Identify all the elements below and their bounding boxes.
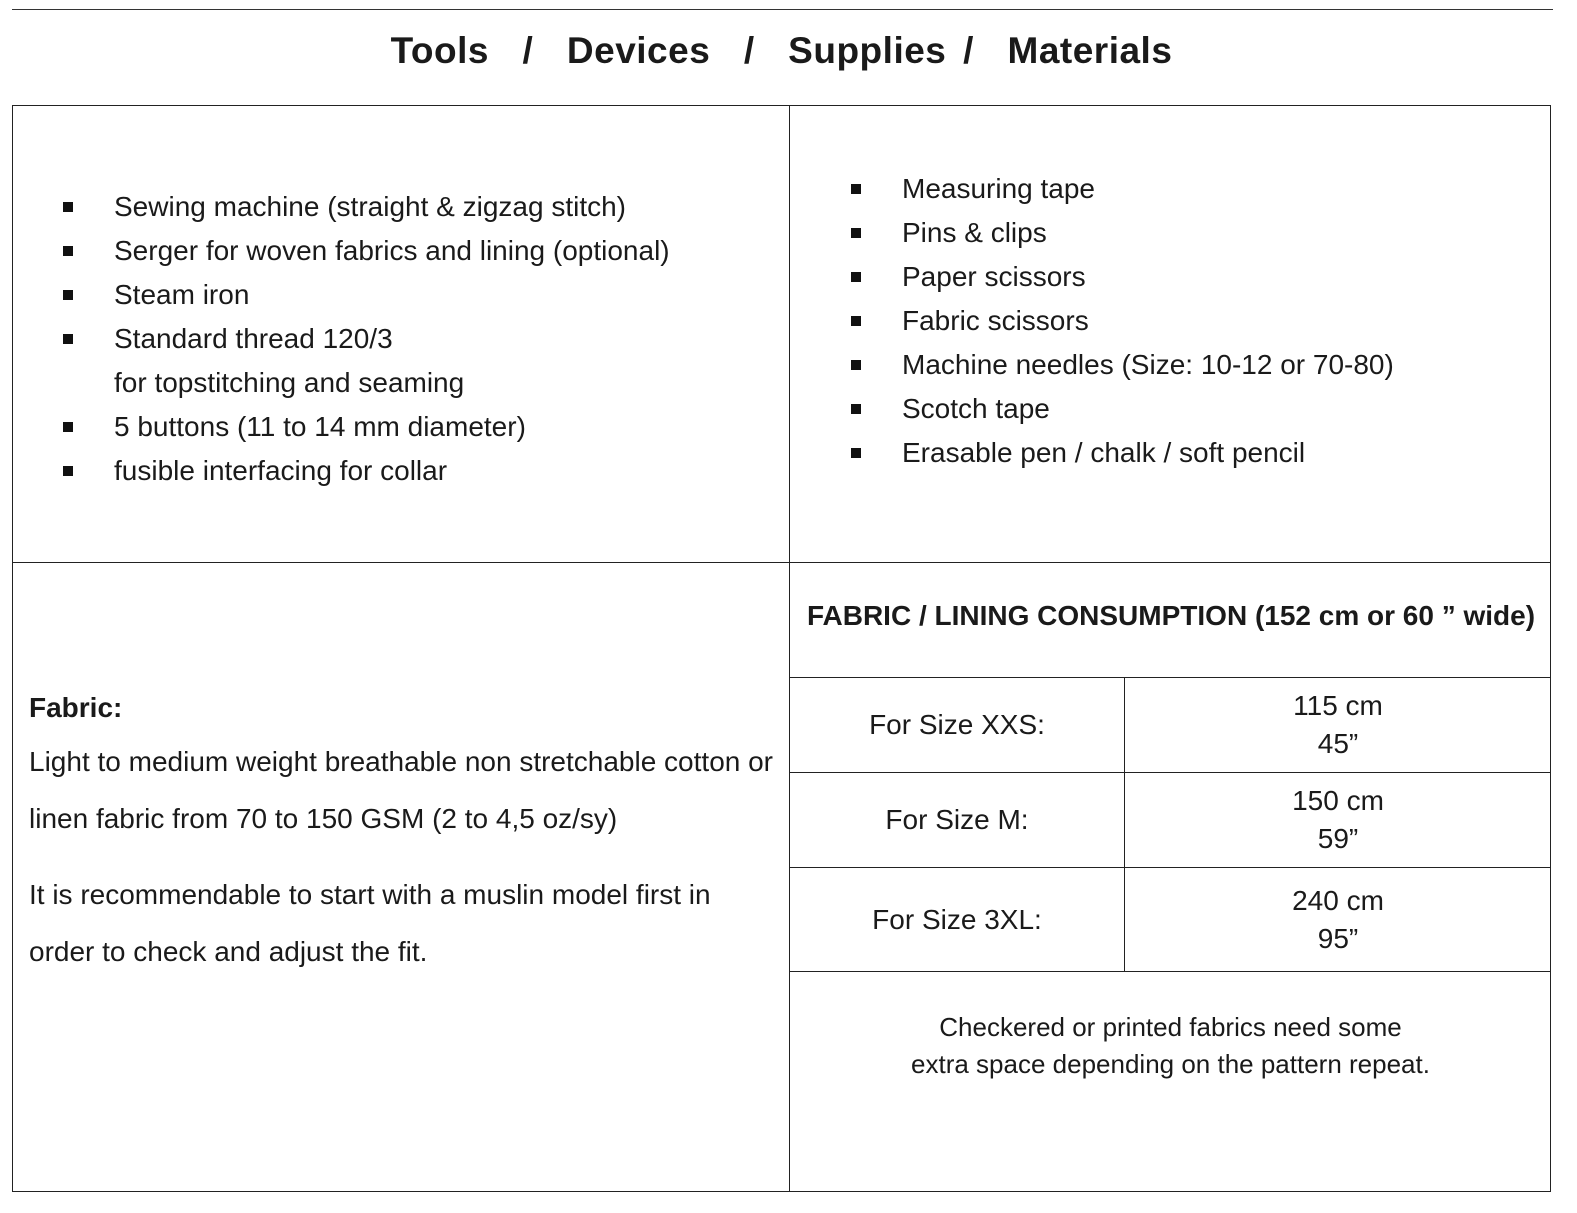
size-value (1125, 773, 1552, 868)
list-item (851, 431, 1394, 475)
list-item (851, 167, 1394, 211)
list-item-label: Scotch tape (902, 393, 1050, 424)
list-item-label: Fabric scissors (902, 305, 1089, 336)
table-row (790, 678, 1551, 773)
size-label: For Size XXS: (790, 678, 1125, 773)
table-row (790, 773, 1551, 868)
list-item-label: Measuring tape (902, 173, 1096, 204)
list-item-label: Pins & clips (902, 217, 1047, 248)
page-title: Tools / Devices / Supplies / Materials (390, 30, 1173, 71)
size-value (1125, 678, 1552, 773)
tools-list-left (63, 185, 670, 493)
list-item (851, 343, 1394, 387)
value-cm: 115 cm (1293, 690, 1383, 721)
list-item (851, 299, 1394, 343)
list-item (63, 273, 670, 317)
list-item-label: Standard thread 120/3 (114, 323, 393, 354)
value-inch: 59” (1317, 823, 1359, 854)
consumption-table (790, 677, 1551, 972)
list-item-label: Steam iron (114, 279, 250, 310)
list-item (63, 185, 670, 229)
value-cm: 240 cm (1292, 884, 1384, 916)
bullet-square-icon (63, 466, 73, 476)
bullet-square-icon (63, 334, 73, 344)
size-label: For Size 3XL: (790, 868, 1125, 972)
list-item (851, 387, 1394, 431)
list-item (851, 211, 1394, 255)
list-item-label: 5 buttons (11 to 14 mm diameter) (114, 411, 526, 442)
list-item (63, 317, 670, 405)
bullet-square-icon (851, 360, 861, 370)
fabric-section (29, 683, 779, 980)
value-inch: 95” (1317, 922, 1359, 954)
bullet-square-icon (851, 228, 861, 238)
fabric-label: Fabric: (29, 692, 123, 723)
tools-list-right (851, 167, 1394, 475)
list-item (63, 229, 670, 273)
table-row (790, 868, 1551, 972)
bullet-square-icon (851, 448, 861, 458)
list-item (851, 255, 1394, 299)
pattern-repeat-note (790, 1009, 1551, 1083)
list-item (63, 405, 670, 449)
size-label: For Size M: (790, 773, 1125, 868)
top-rule (12, 9, 1553, 10)
list-item-label: Machine needles (Size: 10-12 or 70-80) (902, 349, 1394, 380)
size-value (1125, 868, 1552, 972)
bullet-square-icon (63, 422, 73, 432)
bullet-square-icon (63, 246, 73, 256)
note-line: Checkered or printed fabrics need some (939, 1012, 1402, 1042)
bullet-square-icon (851, 272, 861, 282)
bullet-square-icon (63, 290, 73, 300)
list-item-label: Sewing machine (straight & zigzag stitch) (114, 191, 626, 222)
bullet-square-icon (851, 184, 861, 194)
bullet-square-icon (851, 316, 861, 326)
fabric-description: Light to medium weight breathable non stretchable cotton or linen fabric from 70 to 150 GSM (2 to 4,5 oz/sy) (29, 746, 774, 834)
fabric-recommendation: It is recommendable to start with a muslin model first in order to check and adjust the fit. (29, 879, 711, 967)
value-cm: 150 cm (1292, 785, 1384, 816)
list-item-sublabel: for topstitching and seaming (114, 367, 465, 398)
list-item-label: fusible interfacing for collar (114, 455, 448, 486)
bullet-square-icon (63, 202, 73, 212)
list-item-label: Serger for woven fabrics and lining (optional) (114, 235, 670, 266)
row-divider (12, 562, 1551, 563)
value-inch: 45” (1317, 728, 1359, 759)
list-item-label: Paper scissors (902, 261, 1086, 292)
note-line: extra space depending on the pattern repeat. (911, 1049, 1430, 1079)
bullet-square-icon (851, 404, 861, 414)
list-item (63, 449, 670, 493)
list-item-label: Erasable pen / chalk / soft pencil (902, 437, 1306, 468)
consumption-title: FABRIC / LINING CONSUMPTION (152 cm or 60 ” wide) (806, 600, 1536, 631)
